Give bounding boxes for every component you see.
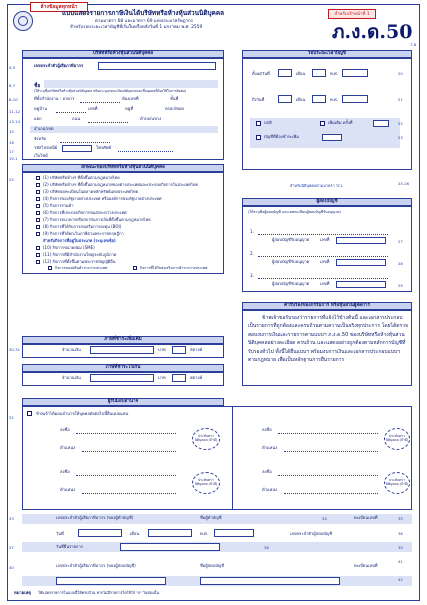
business-type-2: (2) บริษัทหรือห้างฯ ที่ตั้งขึ้นตามกฎหมายของต่างประเทศและประกอบกิจการในประเทศไทย <box>43 182 198 187</box>
sign-label-2: ลงชื่อ <box>60 469 70 474</box>
address-building-label: ที่ตั้งสำนักงาน : อาคาร <box>34 96 75 101</box>
side-mark: 7-8 <box>410 42 417 47</box>
auditor-2-label: ผู้สอบบัญชีรับอนุญาต <box>272 259 310 264</box>
auditor-3-label: ผู้สอบบัญชีรับอนุญาต <box>272 281 310 286</box>
subdistrict-label: ตำบล/แขวง <box>140 116 162 121</box>
tax-refund-baht-label: บาท <box>158 375 166 380</box>
field-number: 41 <box>398 559 403 564</box>
auditor-row-number: 2. <box>250 251 254 256</box>
phone-label: โทรศัพท์ <box>96 145 112 150</box>
postcode-label: รหัสไปรษณีย์ <box>34 145 58 150</box>
field-number: 17 <box>9 149 14 154</box>
tax-refund-satang-input[interactable] <box>172 374 186 382</box>
field-number: 15 <box>9 129 14 134</box>
phone-input[interactable] <box>118 151 173 152</box>
company-stamp-4: ประทับตรา นิติบุคคล (ถ้ามี) <box>384 472 410 494</box>
form-subtitle-1: ตามมาตรา 68 และมาตรา 69 แห่งประมวลรัษฎากร <box>95 19 194 24</box>
end-month-input[interactable] <box>312 95 326 103</box>
start-year-label: พ.ศ. <box>330 71 338 76</box>
tax-refund-satang-label: สตางค์ <box>190 375 203 380</box>
signature-box <box>22 406 412 510</box>
business-type-8-checkbox[interactable] <box>36 225 40 229</box>
postcode-input[interactable] <box>62 145 92 152</box>
soi-label: ตรอก/ซอย <box>165 106 184 111</box>
end-day-input[interactable] <box>278 95 292 103</box>
auditor-2-license-label: เลขที่ <box>320 259 330 264</box>
late-filing-input[interactable] <box>322 134 342 141</box>
sign-line-3[interactable] <box>278 433 378 434</box>
business-type-7-checkbox[interactable] <box>36 218 40 222</box>
tax-refund-amount-label: จำนวนเงิน <box>62 375 81 380</box>
company-stamp-3: ประทับตรา นิติบุคคล (ถ้ามี) <box>384 428 410 450</box>
business-type-9: (9) กิจการที่ได้ยกเว้นภาษีตามพระราชกฤษฎีกา <box>43 231 124 236</box>
normal-filing-label: ปกติ <box>264 120 272 125</box>
business-type-3: (3) บริษัทจดทะเบียนในตลาดหลักทรัพย์แห่งประเทศไทย <box>43 189 139 194</box>
field-number: 22 <box>398 121 403 126</box>
district-row-shade <box>30 126 218 133</box>
position-line-3[interactable] <box>284 451 378 452</box>
sub-item-2-checkbox[interactable] <box>133 266 137 270</box>
position-line-4[interactable] <box>284 493 378 494</box>
business-type-1-checkbox[interactable] <box>36 176 40 180</box>
clear-all-tag[interactable]: ล้างข้อมูลทุกหน้า <box>30 2 88 12</box>
field-number: 40 <box>9 565 14 570</box>
field-number: 35 <box>398 516 403 521</box>
field-number: 42 <box>398 577 403 582</box>
form-code: ภ.ง.ด.50 <box>332 21 413 43</box>
tax-id-input[interactable] <box>98 62 216 70</box>
district-label: อำเภอ/เขต <box>34 126 54 131</box>
field-number: 16 <box>9 140 14 145</box>
sign-label-3: ลงชื่อ <box>262 427 272 432</box>
tax-id-label: เลขประจำตัวผู้เสียภาษีอากร <box>34 63 84 68</box>
attorney-header: ผู้รับมอบอำนาจ <box>22 398 224 406</box>
business-type-6-checkbox[interactable] <box>36 211 40 215</box>
position-label-4: ตำแหน่ง <box>262 487 278 492</box>
field-number: 20 <box>398 71 403 76</box>
auditor-3-input[interactable] <box>258 278 388 279</box>
company-stamp-1: ประทับตรา นิติบุคคล (ถ้ามี) <box>192 428 220 450</box>
auditor-1-input[interactable] <box>258 234 388 235</box>
business-type-2-checkbox[interactable] <box>36 183 40 187</box>
year-label: พ.ศ. <box>200 531 208 536</box>
business-type-11-checkbox[interactable] <box>36 253 40 257</box>
page-tag: สำหรับเจ้าหน้าที่ 1 <box>328 9 376 19</box>
sub-item-1-checkbox[interactable] <box>48 266 52 270</box>
month-input[interactable] <box>148 529 192 537</box>
tax-payable-header: ภาษีที่ชำระเพิ่มเติม <box>22 336 224 344</box>
start-month-input[interactable] <box>312 69 326 77</box>
field-number: 25-26 <box>398 181 410 186</box>
position-line-2[interactable] <box>82 493 176 494</box>
year-input[interactable] <box>214 529 254 537</box>
field-number: 8-10 <box>9 97 18 102</box>
additional-filing-checkbox[interactable] <box>320 121 325 126</box>
auditor-box <box>242 206 412 292</box>
date-input[interactable] <box>78 529 122 537</box>
position-label-1: ตำแหน่ง <box>60 445 76 450</box>
note-text: ให้แสดงรายการในแบบนี้ให้ครบถ้วน หากไม่มีรายการใดให้ใส่ "0" ในช่องนั้น <box>38 591 159 595</box>
tax-payable-amount-label: จำนวนเงิน <box>62 347 81 352</box>
business-sub-note: สำหรับกิจการที่อยู่ในประเภท (ระบุเลขข้อ) <box>43 238 116 243</box>
name-hint: (ให้ระบุชื่อบริษัทหรือห้างหุ้นส่วนนิติบุคคล พร้อมระบุเลขทะเบียนนิติบุคคลและชื่อบุคคลที่ต้องใช้ในการติดต่อ) <box>34 89 187 93</box>
note-label: หมายเหตุ <box>14 590 31 595</box>
business-type-5-checkbox[interactable] <box>36 204 40 208</box>
auditor-reg-label: ทะเบียนเลขที่ <box>354 563 378 568</box>
sign-label-1: ลงชื่อ <box>60 427 70 432</box>
field-number: 30-31 <box>9 347 21 352</box>
auditor-header: ผู้สอบบัญชี <box>242 198 412 206</box>
additional-count-input[interactable] <box>373 120 389 127</box>
field-number: 38 <box>264 545 269 550</box>
building-input[interactable] <box>80 102 120 103</box>
auditor-tax-id-input[interactable] <box>56 577 166 585</box>
field-number: 6-7 <box>9 83 16 88</box>
signature-divider <box>232 406 233 510</box>
field-number: 25 <box>9 177 14 182</box>
field-number: 27 <box>398 239 403 244</box>
room-label: ห้องเลขที่ <box>122 96 139 101</box>
field-number: 37 <box>9 545 14 550</box>
house-no-label: เลขที่ <box>88 106 98 111</box>
auditor-3-license-label: เลขที่ <box>320 281 330 286</box>
business-type-12-checkbox[interactable] <box>36 260 40 264</box>
auditor-1-license-label: เลขที่ <box>320 237 330 242</box>
business-type-4-checkbox[interactable] <box>36 197 40 201</box>
business-type-9-checkbox[interactable] <box>36 232 40 236</box>
filing-date-input[interactable] <box>120 543 220 551</box>
sign-line-2[interactable] <box>76 475 176 476</box>
province-label: จังหวัด <box>34 136 47 141</box>
auditor-id-label: เลขประจำตัวผู้สอบบัญชี <box>290 531 333 536</box>
preparer-tax-id-label: เลขประจำตัวผู้เสียภาษีอากร (ของผู้ทำบัญชี) <box>56 515 134 520</box>
field-number: 36 <box>398 531 403 536</box>
floor-label: ชั้นที่ <box>170 96 179 101</box>
end-year-label: พ.ศ. <box>330 97 338 102</box>
date-label: วันที่ <box>56 531 64 536</box>
auditor-2-input[interactable] <box>258 256 388 257</box>
website-label: เว็บไซต์ <box>34 153 48 158</box>
business-type-10-checkbox[interactable] <box>36 246 40 250</box>
auditor-name-label: ชื่อผู้สอบบัญชี <box>200 563 225 568</box>
tax-payable-satang-input[interactable] <box>172 346 186 354</box>
field-number: 4-5 <box>9 65 16 70</box>
field-number: 32 <box>9 415 14 420</box>
tax-payable-baht-input[interactable] <box>90 346 154 354</box>
auditor-note: (ให้ระบุชื่อผู้สอบบัญชี และเลขทะเบียนผู้สอบบัญชีรับอนุญาต) <box>248 210 341 214</box>
auditor-1-license-input[interactable] <box>336 237 386 244</box>
field-number: 19-1 <box>9 156 18 161</box>
village-label: หมู่บ้าน <box>34 106 48 111</box>
business-type-6: (6) กิจการที่ประกอบกิจการขนส่งระหว่างประเทศ <box>43 210 127 215</box>
company-name-input[interactable] <box>44 80 218 88</box>
business-type-8: (8) กิจการที่ได้รับการส่งเสริมการลงทุน (BOI) <box>43 224 122 229</box>
business-type-7: (7) กิจการธนาคารหรือสถาบันการเงินที่ตั้งขึ้นตามกฎหมายไทย <box>43 217 151 222</box>
auditor-name-input[interactable] <box>200 577 340 585</box>
name-label: ชื่อ <box>34 83 41 89</box>
late-filing-checkbox[interactable] <box>256 135 261 140</box>
field-number: 29 <box>398 283 403 288</box>
revenue-department-logo <box>13 11 33 31</box>
field-number: 33 <box>9 516 14 521</box>
sub-item-2: กิจการที่ได้รับส่งเสริมการค้าระหว่างประเทศ <box>140 266 208 270</box>
end-year-input[interactable] <box>342 95 368 103</box>
auditor-3-license-input[interactable] <box>336 281 386 288</box>
company-header: บริษัทหรือห้างหุ้นส่วนนิติบุคคล <box>22 50 224 58</box>
late-filing-label: บัญชีที่ต้องชำระเพิ่ม <box>264 134 299 139</box>
sub-item-1: กิจการขนส่งสินค้าระหว่างประเทศ <box>55 266 108 270</box>
end-month-label: เดือน <box>296 97 306 102</box>
business-type-12: (12) กิจการที่ตั้งขึ้นตามพระราชบัญญัติอื่น <box>43 259 116 264</box>
start-day-input[interactable] <box>278 69 292 77</box>
auditor-row-number: 3. <box>250 273 254 278</box>
auditor-2-license-input[interactable] <box>336 259 386 266</box>
tax-refund-header: ภาษีที่ชำระไว้เกิน <box>22 364 224 372</box>
period-header: รอบระยะเวลาบัญชี <box>242 50 412 58</box>
preparer-reg-label: ทะเบียนเลขที่ <box>354 515 378 520</box>
business-type-10: (10) กิจการขนาดย่อม (SME) <box>43 245 95 250</box>
business-header: ลักษณะของบริษัทหรือห้างหุ้นส่วนนิติบุคคล <box>22 164 224 172</box>
business-type-5: (5) กิจการร่วมค้า <box>43 203 74 208</box>
certify-text: ข้าพเจ้าขอรับรองว่ารายการที่แจ้งไว้ข้างต้นนี้ และเอกสารประกอบเป็นรายการที่ถูกต้องและครบถ้วนตามความเป็นจริงทุกประการ โดยได้ตรวจสอบงบการเงินและรายการตามแบบฯ ภ.ง.ด.50 ของบริษัทหรือห้างหุ้นส่วนนิติบุคคลอย่างละเอียด ครบถ้วน และแสดงอย่างถูกต้องตามหลักการบัญชีที่รับรองทั่วไป ทั้งนี้ได้ยื่นแบบฯ พร้อมงบการเงินและเอกสารประกอบแบบฯ ตามกฎหมาย เพื่อเป็นหลักฐานการยื่นรายการ <box>248 315 408 364</box>
end-date-label: ถึงวันที่ <box>252 97 265 102</box>
position-label-2: ตำแหน่ง <box>60 487 76 492</box>
yaek-label: แยก <box>34 116 42 121</box>
field-number: 13-14 <box>9 119 21 124</box>
tax-payable-satang-label: สตางค์ <box>190 347 203 352</box>
form-title: แบบแสดงรายการภาษีเงินได้บริษัทหรือห้างหุ้นส่วนนิติบุคคล <box>62 9 225 17</box>
position-line-1[interactable] <box>82 451 176 452</box>
business-type-1: (1) บริษัทหรือห้างฯ ที่ตั้งขึ้นตามกฎหมายไทย <box>43 175 120 180</box>
field-number: 28 <box>398 261 403 266</box>
company-stamp-2: ประทับตรา นิติบุคคล (ถ้ามี) <box>192 472 220 494</box>
tax-payable-baht-label: บาท <box>158 347 166 352</box>
form-subtitle-2: สำหรับรอบระยะเวลาบัญชีที่เริ่มในหรือหลังวันที่ 1 มกราคม พ.ศ. 2559 <box>70 25 203 30</box>
auditor-1-label: ผู้สอบบัญชีรับอนุญาต <box>272 237 310 242</box>
filing-date-label: วันที่ยื่นรายการ <box>56 544 83 549</box>
position-label-3: ตำแหน่ง <box>262 445 278 450</box>
field-number: 21 <box>398 97 403 102</box>
attorney-intro: ข้าพเจ้าได้มอบอำนาจให้บุคคลดังต่อไปนี้ยื่นแบบแทน <box>36 411 129 416</box>
start-date-label: ตั้งแต่วันที่ <box>252 71 270 76</box>
tax-refund-baht-input[interactable] <box>90 374 154 382</box>
auditor-tax-id-label: เลขประจำตัวผู้เสียภาษีอากร (ของผู้สอบบัญชี) <box>56 563 136 568</box>
sign-line-1[interactable] <box>76 433 176 434</box>
tcl-note: สำหรับนิติบุคคลตามมาตรา TCL <box>290 183 343 188</box>
village-input[interactable] <box>56 112 86 113</box>
month-label: เดือน <box>130 531 140 536</box>
preparer-name-label: ชื่อผู้ทำบัญชี <box>200 515 222 520</box>
attorney-checkbox[interactable] <box>27 411 32 416</box>
start-month-label: เดือน <box>296 71 306 76</box>
field-number: 34 <box>322 516 327 521</box>
business-type-4: (4) กิจการของรัฐบาลต่างประเทศ หรือองค์การของรัฐบาลต่างประเทศ <box>43 196 162 201</box>
auditor-row-number: 1. <box>250 229 254 234</box>
field-number: 39 <box>398 545 403 550</box>
normal-filing-checkbox[interactable] <box>256 121 261 126</box>
road-input[interactable] <box>88 122 128 123</box>
additional-filing-label: เพิ่มเติม ครั้งที่ <box>328 120 353 125</box>
field-number: 11-12 <box>9 109 21 114</box>
sign-label-4: ลงชื่อ <box>262 469 272 474</box>
business-type-11: (11) กิจการที่มีสำนักงานใหญ่ระดับภูมิภาค <box>43 252 117 257</box>
road-label: ถนน <box>72 116 81 121</box>
moo-label: หมู่ที่ <box>125 106 134 111</box>
start-year-input[interactable] <box>342 69 368 77</box>
province-input[interactable] <box>60 142 110 143</box>
field-number: 23 <box>398 135 403 140</box>
certify-header: คำรับรองของกรรมการ หรือหุ้นส่วนผู้จัดการ <box>242 302 412 310</box>
business-type-3-checkbox[interactable] <box>36 190 40 194</box>
sign-line-4[interactable] <box>278 475 378 476</box>
